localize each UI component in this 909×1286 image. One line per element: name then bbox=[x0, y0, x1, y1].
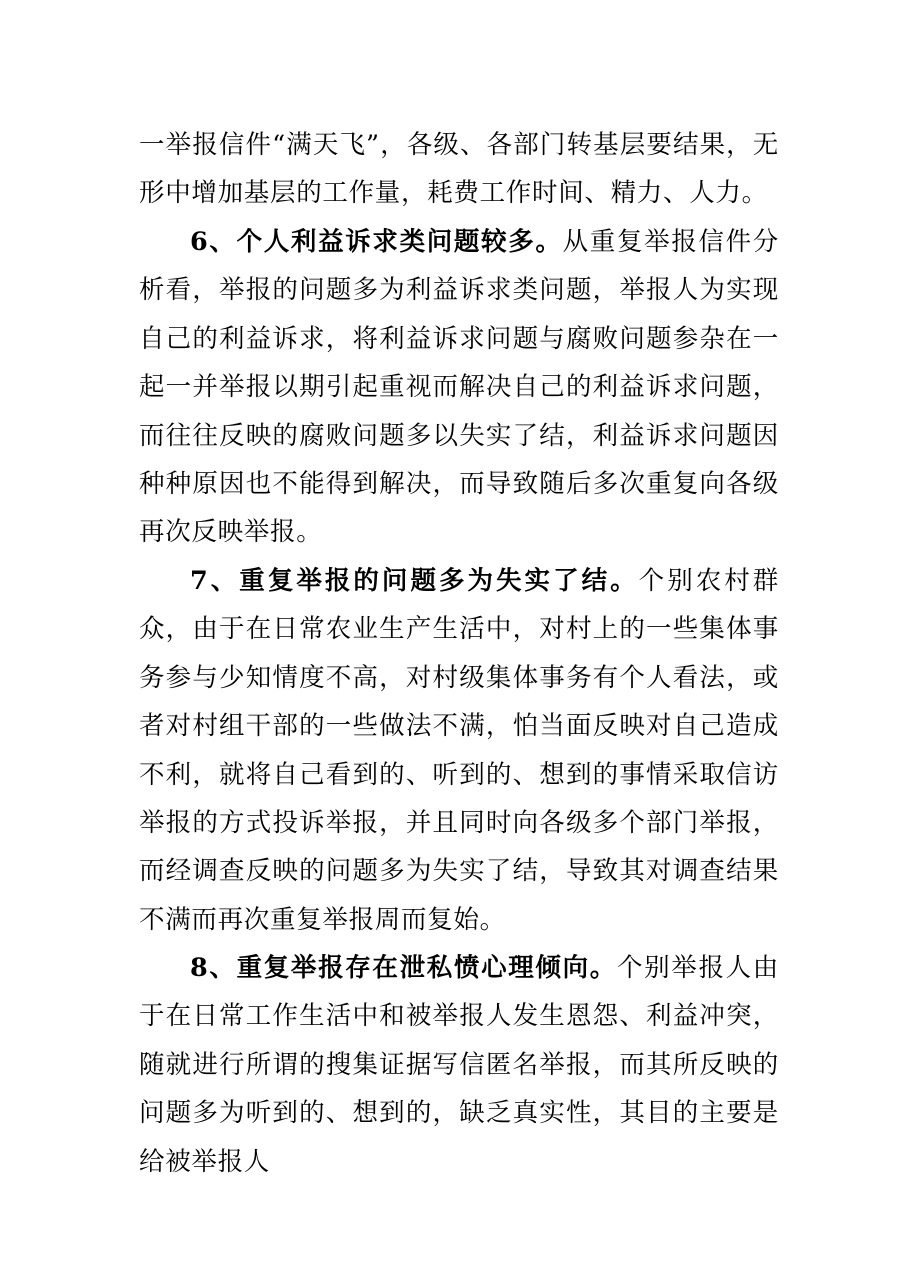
paragraph-heading: 7、重复举报的问题多为失实了结。 bbox=[190, 566, 639, 596]
paragraph-text: 个别农村群众，由于在日常农业生产生活中，对村上的一些集体事务参与少知情度不高，对村级集体事务有个人看法，或者对村组干部的一些做法不满，怕当面反映对自己造成不利，就将自己看到的、听到的、想到的事情采取信访举报的方式投诉举报，并且同时向各级多个部门举报，而经调查反映的问题多为失实了结，导致其对调查结果不满而再次重复举报周而复始。 bbox=[139, 566, 779, 935]
paragraph-text: 个别举报人由于在日常工作生活中和被举报人发生恩怨、利益冲突，随就进行所谓的搜集证据写信匿名举报，而其所反映的问题多为听到的、想到的，缺乏真实性，其目的主要是给被举报人 bbox=[139, 953, 779, 1177]
paragraph-item-7 bbox=[139, 557, 779, 944]
paragraph-item-8 bbox=[139, 944, 779, 1186]
paragraph-text: 从重复举报信件分析看，举报的问题多为利益诉求类问题，举报人为实现自己的利益诉求，将利益诉求问题与腐败问题参杂在一起一并举报以期引起重视而解决自己的利益诉求问题，而往往反映的腐败问题多以失实了结，利益诉求问题因种种原因也不能得到解决，而导致随后多次重复向各级再次反映举报。 bbox=[139, 227, 779, 548]
paragraph-heading: 6、个人利益诉求类问题较多。 bbox=[190, 227, 563, 257]
paragraph-heading: 8、重复举报存在泄私愤心理倾向。 bbox=[190, 953, 617, 983]
paragraph-item-6 bbox=[139, 218, 779, 557]
paragraph-text: 一举报信件“满天飞”，各级、各部门转基层要结果，无形中增加基层的工作量，耗费工作时间、精力、人力。 bbox=[139, 130, 779, 209]
paragraph-continuation bbox=[139, 121, 779, 218]
